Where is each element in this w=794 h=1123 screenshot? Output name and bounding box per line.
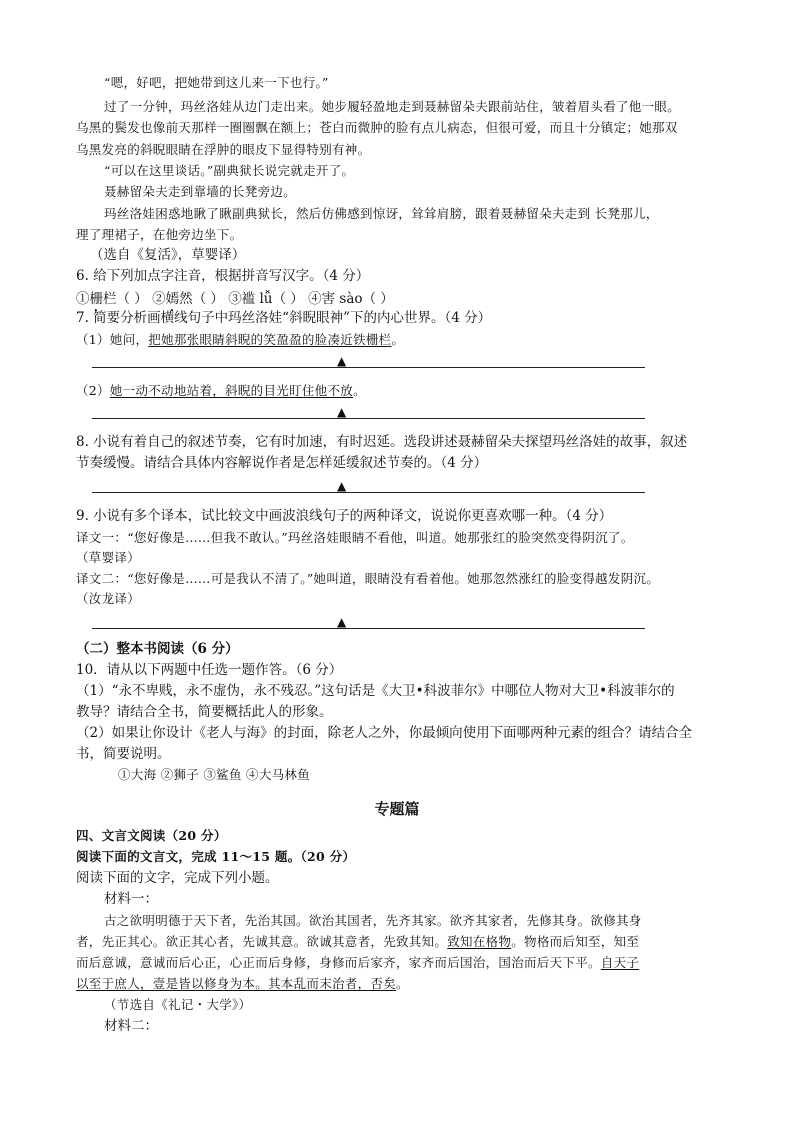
material-1-text: 。	[396, 976, 409, 991]
answer-marker: ▲	[337, 354, 347, 368]
passage-source: （选自《复活》，草婴译）	[90, 247, 246, 263]
passage-line: 乌黑的鬓发也像前天那样一圈圈飘在额上；苍白而微肿的脸有点儿病态，但很可爱，而且十分镇定；她那双	[76, 120, 678, 135]
question-10-stem: 10．请从以下两题中任选一题作答。（6 分）	[76, 662, 343, 678]
material-1-underlined: 自天子	[600, 955, 640, 970]
question-7-sub2	[76, 385, 366, 398]
answer-marker: ▲	[337, 405, 347, 419]
q7-sub2-prefix: （2）	[76, 383, 110, 398]
section-4-title: 四、文言文阅读（20 分）	[76, 828, 227, 843]
q6-item-4: ④害 sào（ ）	[308, 291, 394, 307]
question-6-stem: 6. 给下列加点字注音，根据拼音写汉字。（4 分）	[76, 268, 370, 284]
translation-1-credit: （草婴译）	[76, 550, 141, 565]
translation-2-prefix: 译文二：	[76, 571, 128, 586]
question-10-option-2: （2）如果让你设计《老人与海》的封面，除老人之外，你最倾向使用下面哪两种元素的组合？请结合全	[76, 725, 693, 741]
answer-line	[92, 492, 645, 493]
passage-line: 理了理裙子，在他旁边坐下。	[76, 227, 243, 242]
question-7-stem: 7. 简要分析画横线句子中玛丝洛娃“斜睨眼神”下的内心世界。（4 分）	[76, 310, 492, 326]
material-1-text: 。物格而后知至，知至	[511, 934, 640, 949]
question-10-choices: ①大海 ②狮子 ③鲨鱼 ④大马林鱼	[118, 767, 311, 782]
material-2-label: 材料二：	[104, 1018, 158, 1034]
question-10-option-2: 书，简要说明。	[76, 746, 171, 762]
material-1-underlined: 致知在格物	[447, 934, 512, 949]
section-4-instruction: 阅读下面的文言文，完成 11～15 题。（20 分）	[76, 849, 356, 864]
answer-line	[92, 418, 645, 419]
passage-line: “嗯，好吧，把她带到这儿来一下也行。”	[104, 75, 329, 90]
answer-line	[92, 367, 645, 368]
section-4-instruction-2: 阅读下面的文字，完成下列小题。	[76, 870, 279, 886]
answer-marker: ▲	[337, 479, 347, 493]
translation-2	[76, 573, 659, 586]
question-7-sub1	[76, 334, 404, 347]
section-2-title: （二）整本书阅读（6 分）	[76, 641, 239, 657]
q7-sub1-prefix: （1）她问，	[76, 332, 149, 347]
question-10-option-1: （1）“永不卑贱，永不虚伪，永不残忍。”这句话是《大卫•科波菲尔》中哪位人物对大卫•科波菲尔的	[76, 683, 675, 699]
q7-sub1-suffix: 。	[391, 332, 405, 347]
translation-2-text: “您好像是……可是我认不清了。”她叫道，眼睛没有看着他。她那忽然涨红的脸变得越发阴沉。	[127, 571, 660, 586]
question-10-option-1: 教导？请结合全书，简要概括此人的形象。	[76, 704, 333, 720]
translation-1-text: “您好像是……但我不敢认。”玛丝洛娃眼睛不看他，叫道。她那张红的脸突然变得阴沉了。	[127, 530, 634, 545]
q6-item-3: ③褴 lǚ（ ）	[228, 291, 304, 307]
material-1-source: （节选自《礼记・大学》）	[104, 997, 252, 1012]
q6-item-number: ①	[76, 291, 90, 307]
material-1-line: 古之欲明明德于天下者，先治其国。欲治其国者，先齐其家。欲齐其家者，先修其身。欲修其身	[104, 913, 642, 928]
material-1-line	[76, 936, 639, 949]
translation-2-credit: （汝龙译）	[76, 591, 141, 606]
q6-dotted-char: 栅	[89, 291, 103, 307]
question-8-line: 8. 小说有着自己的叙述节奏，它有时加速，有时迟延。选段讲述聂赫留朵夫探望玛丝洛娃的故事，叙述	[76, 434, 688, 450]
translation-1-prefix: 译文一：	[76, 530, 128, 545]
q6-dotted-char: 嫣	[165, 291, 180, 307]
material-1-underlined: 以至于庶人，壹是皆以修身为本。其本乱而末治者，否矣	[76, 976, 397, 991]
passage-line: “可以在这里谈话。”副典狱长说完就走开了。	[104, 163, 355, 178]
material-1-line	[76, 978, 409, 991]
material-1-text: 者，先正其心。欲正其心者，先诚其意。欲诚其意者，先致其知。	[76, 934, 448, 949]
material-1-label: 材料一：	[104, 891, 158, 907]
q7-sub1-underlined: 把她那张眼睛斜睨的笑盈盈的脸凑近铁栅栏	[148, 332, 392, 347]
q7-sub2-underlined: 她一动不动地站着，斜睨的目光盯住他不放	[109, 383, 354, 398]
question-8-line: 节奏缓慢。请结合具体内容解说作者是怎样延缓叙述节奏的。（4 分）	[76, 455, 488, 471]
answer-marker: ▲	[337, 615, 347, 629]
passage-line: 乌黑发亮的斜睨眼睛在浮肿的眼皮下显得特别有神。	[76, 142, 371, 157]
question-9-stem: 9. 小说有多个译本，试比较文中画波浪线句子的两种译文，说说你更喜欢哪一种。（4 分）	[76, 508, 613, 524]
q6-item-number: ②	[152, 291, 166, 307]
q6-item-rest: 然（ ）	[179, 291, 224, 307]
material-1-text: 而后意诚，意诚而后心正，心正而后身修，身修而后家齐，家齐而后国治，国治而后天下平。	[76, 955, 601, 970]
q7-sub2-suffix: 。	[353, 383, 366, 398]
passage-line: 过了一分钟，玛丝洛娃从边门走出来。她步履轻盈地走到聂赫留朵夫跟前站住，皱着眉头看了他一眼。	[104, 99, 681, 114]
material-1-line	[76, 957, 639, 970]
passage-line: 聂赫留朵夫走到靠墙的长凳旁边。	[104, 184, 297, 199]
passage-line: 玛丝洛娃困惑地瞅了瞅副典狱长，然后仿佛感到惊讶，耸耸肩膀，跟着聂赫留朵夫走到 长凳那儿，	[104, 206, 659, 221]
answer-line	[92, 628, 645, 629]
translation-1	[76, 532, 634, 545]
topic-heading: 专题篇	[374, 800, 420, 818]
q6-item-rest: 栏（ ）	[103, 291, 148, 307]
